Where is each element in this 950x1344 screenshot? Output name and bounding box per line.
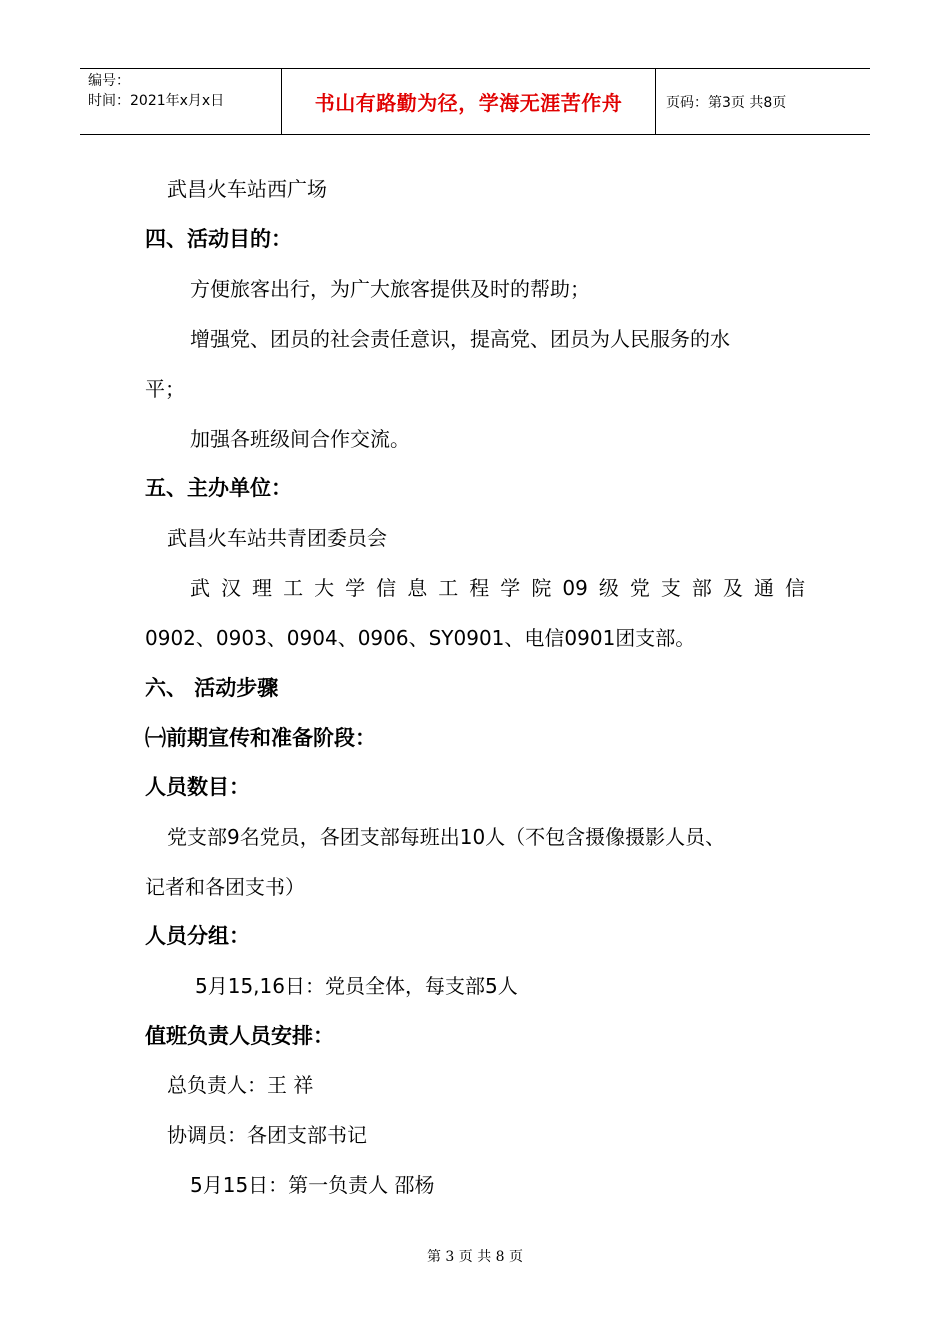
- body-line-purpose-3: 加强各班级间合作交流。: [190, 427, 410, 451]
- subheading-grouping: 人员分组：: [145, 924, 250, 948]
- header-motto: 书山有路勤为径，学海无涯苦作舟: [282, 69, 656, 134]
- body-line-organizer-2-cont: 0902、0903、0904、0906、SY0901、电信0901团支部。: [145, 626, 696, 650]
- body-line-organizer-1: 武昌火车站共青团委员会: [167, 526, 387, 550]
- page-header: [80, 68, 870, 135]
- body-line-coordinator: 协调员：各团支部书记: [167, 1123, 367, 1147]
- body-line-purpose-1: 方便旅客出行，为广大旅客提供及时的帮助；: [190, 277, 590, 301]
- number-label: 编号：: [88, 73, 130, 89]
- body-line-purpose-2-cont: 平；: [145, 377, 185, 401]
- body-line-venue: 武昌火车站西广场: [167, 177, 327, 201]
- header-meta: [80, 69, 282, 134]
- section-heading-organizer: 五、主办单位：: [145, 476, 292, 500]
- page-footer: 第 3 页 共 8 页: [426, 1249, 524, 1265]
- body-line-headcount: 党支部9名党员，各团支部每班出10人（不包含摄像摄影人员、: [167, 825, 726, 849]
- body-line-may15: 5月15日：第一负责人 邵杨: [190, 1173, 435, 1197]
- subheading-preparation: ㈠前期宣传和准备阶段：: [145, 726, 376, 750]
- section-heading-purpose: 四、活动目的：: [145, 227, 292, 251]
- body-line-grouping: 5月15,16日：党员全体，每支部5人: [195, 974, 518, 998]
- time-label: 时间：2021年x月x日: [88, 93, 225, 109]
- body-line-purpose-2: 增强党、团员的社会责任意识，提高党、团员为人民服务的水: [190, 327, 730, 351]
- header-page-info: 页码：第3页 共8页: [666, 94, 787, 111]
- body-line-headcount-cont: 记者和各团支书）: [145, 875, 305, 899]
- subheading-headcount: 人员数目：: [145, 775, 250, 799]
- section-heading-steps: 六、 活动步骤: [145, 676, 279, 700]
- subheading-duty-arrangement: 值班负责人员安排：: [145, 1024, 334, 1048]
- body-line-organizer-2: 武汉理工大学信息工程学院09级党支部及通信: [190, 576, 805, 600]
- body-line-chief: 总负责人：王 祥: [167, 1073, 314, 1097]
